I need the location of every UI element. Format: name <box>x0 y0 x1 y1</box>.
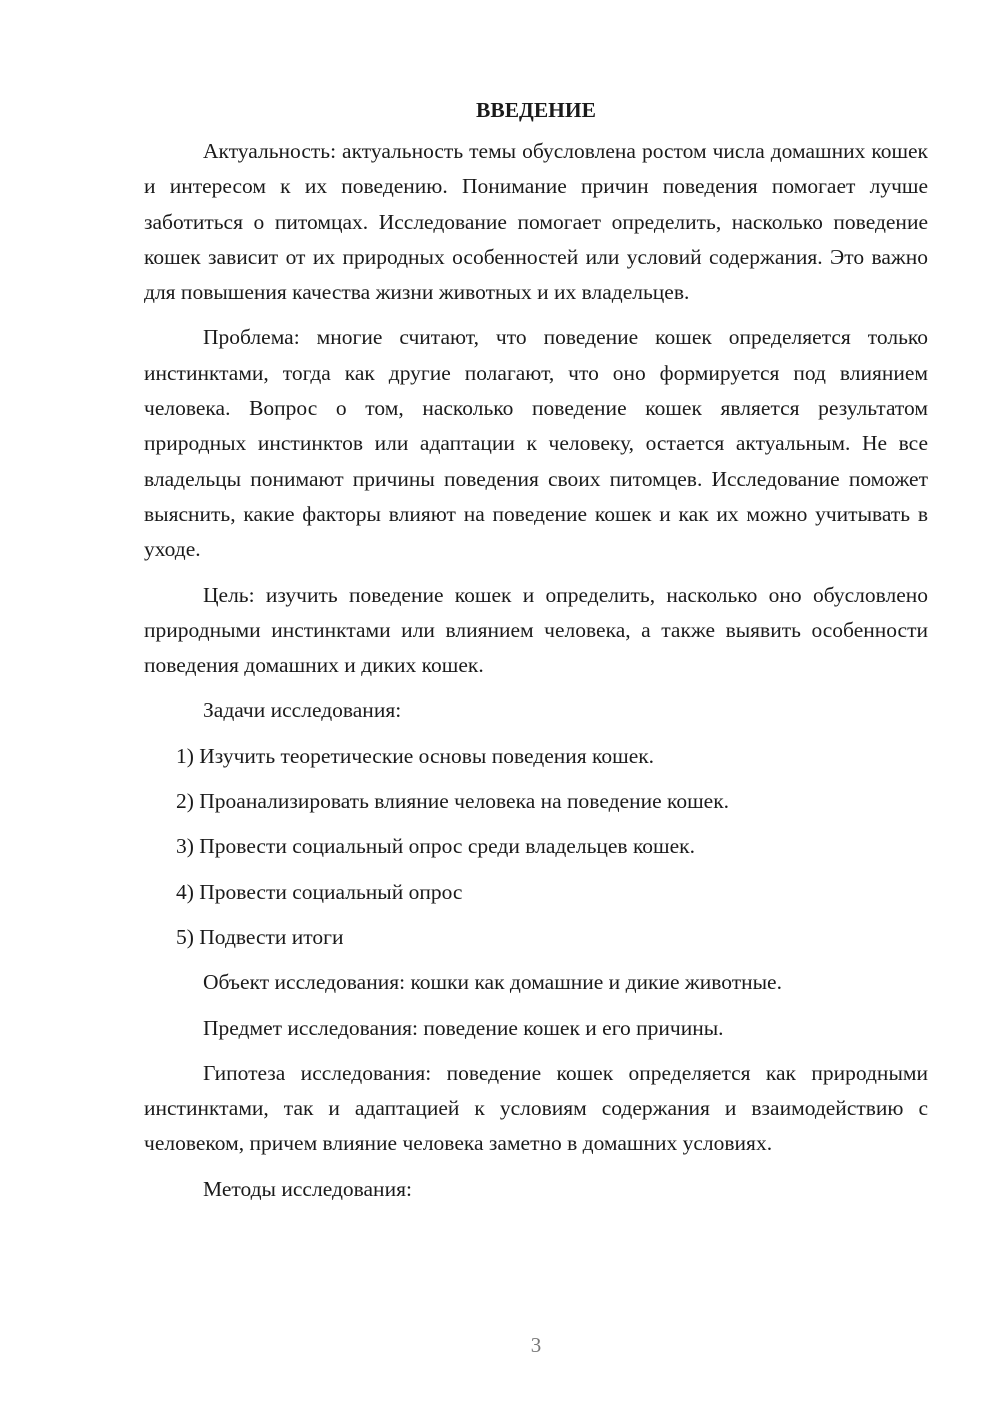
page-title: ВВЕДЕНИЕ <box>476 98 596 122</box>
relevance-paragraph: Актуальность: актуальность темы обусловлена ростом числа домашних кошек и интересом к их поведению. Понимание причин поведения помогает лучше заботиться о питомцах. Исследование помогает определить, насколько поведение кошек зависит от их природных особенностей или условий содержания. Это важно для повышения качества жизни животных и их владельцев. <box>144 139 928 305</box>
page-number: 3 <box>530 1333 542 1357</box>
subject-paragraph: Предмет исследования: поведение кошек и его причины. <box>203 1015 724 1040</box>
hypothesis-paragraph: Гипотеза исследования: поведение кошек определяется как природными инстинктами, так и адаптацией к условиям содержания и взаимодействию с человеком, причем влияние человека заметно в домашних условиях. <box>144 1060 928 1156</box>
tasks-list <box>144 739 928 955</box>
problem-paragraph: Проблема: многие считают, что поведение кошек определяется только инстинктами, тогда как другие полагают, что оно формируется под влиянием человека. Вопрос о том, насколько поведение кошек является результатом природных инстинктов или адаптации к человеку, остается актуальным. Не все владельцы понимают причины поведения своих питомцев. Исследование поможет выяснить, какие факторы влияют на поведение кошек и как их можно учитывать в уходе. <box>144 325 928 562</box>
task-item-4: 4) Провести социальный опрос <box>176 879 463 904</box>
task-item-1: 1) Изучить теоретические основы поведения кошек. <box>176 743 655 768</box>
task-item-2: 2) Проанализировать влияние человека на поведение кошек. <box>176 789 730 814</box>
page-content <box>144 92 928 1217</box>
methods-title: Методы исследования: <box>203 1176 412 1201</box>
tasks-title: Задачи исследования: <box>203 698 402 723</box>
goal-paragraph: Цель: изучить поведение кошек и определить, насколько оно обусловлено природными инстинктами или влиянием человека, а также выявить особенности поведения домашних и диких кошек. <box>144 582 928 678</box>
task-item-5: 5) Подвести итоги <box>176 924 344 949</box>
task-item-3: 3) Провести социальный опрос среди владельцев кошек. <box>176 834 695 859</box>
object-paragraph: Объект исследования: кошки как домашние и дикие животные. <box>203 970 782 995</box>
